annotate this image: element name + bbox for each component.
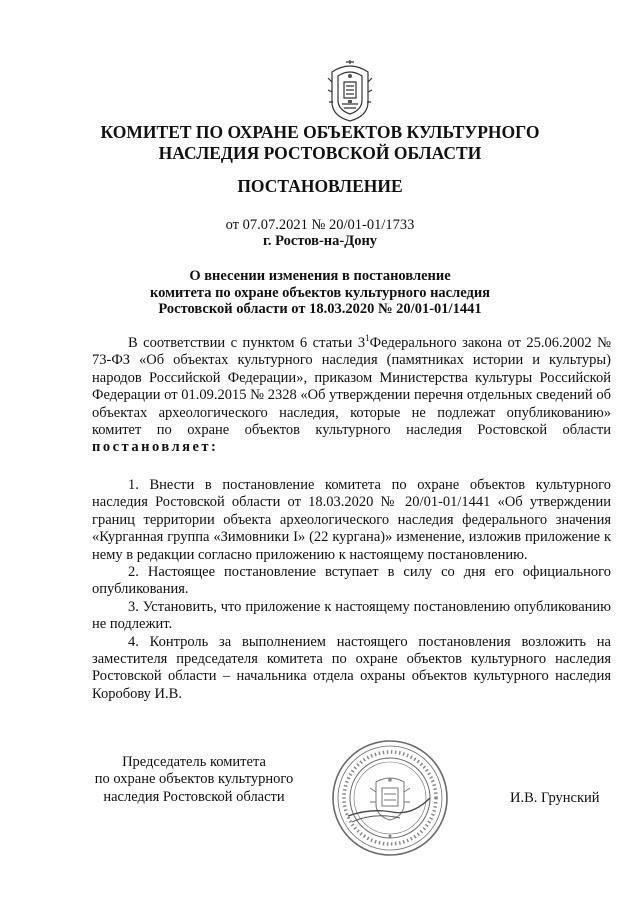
preamble [92,335,611,457]
item-2: 2. Настоящее постановление вступает в силу со дня его официального опубликования. [92,564,611,598]
document-subject [60,268,580,318]
item-4: 4. Контроль за выполнением настоящего постановления возложить на заместителя председателя комитета по охране объектов культурного наследия Ростовской области – начальника отдела охраны объектов культурного наследия Коробову И.В. [92,633,611,702]
preamble-paragraph [92,335,611,457]
city: г. Ростов-на-Дону [262,233,378,249]
item-3: 3. Установить, что приложение к настоящему постановлению опубликованию не подлежит. [92,598,611,633]
preamble-part-2: Федерального закона от 25.06.2002 № 73-ФЗ «Об объектах культурного наследия (памятниках истории и культуры) народов Российской Федерации», приказом Министерства культуры Российской Федерации от 01.09.2015 № 2328 «Об утверждении перечня отдельных сведений об объектах археологического наследия, которые не подлежат опубликованию» комитет по охране объектов культурного наследия Ростовской области [92,335,611,439]
item-1: 1. Внести в постановление комитета по охране объектов культурного наследия Ростовской области от 18.03.2020 № 20/01-01/1441 «Об утверждении границ территории объекта археологического наследия федерального значения «Курганная группа «Зимовники I» (22 кургана)» изменение, изложив приложение к нему в редакции согласно приложению к настоящему постановлению. [92,477,611,563]
org-line-2: НАСЛЕДИЯ РОСТОВСКОЙ ОБЛАСТИ [158,143,482,163]
document-type: ПОСТАНОВЛЕНИЕ [237,176,403,196]
signatory-title-line-1: Председатель комитета [122,754,266,770]
signatory-name: И.В. Грунский [510,790,600,806]
coat-of-arms-emblem [326,58,374,124]
org-line-1: КОМИТЕТ ПО ОХРАНЕ ОБЪЕКТОВ КУЛЬТУРНОГО [100,122,540,142]
subject-line-2: комитета по охране объектов культурного наследия [149,284,491,301]
organization-name [60,122,580,164]
date-number: от 07.07.2021 № 20/01-01/1733 [225,217,415,233]
subject-line-3: Ростовской области от 18.03.2020 № 20/01-01/1441 [158,301,482,317]
preamble-part-1: В соответствии с пунктом 6 статьи 3 [128,335,366,351]
subject-line-1: О внесении изменения в постановление [189,268,451,284]
resolution-items [92,477,611,703]
official-seal-stamp [330,738,450,858]
signatory-title-line-2: по охране объектов культурного [94,771,294,788]
resolves-word: постановляет: [92,439,219,456]
signatory-title [84,754,304,806]
signatory-title-line-3: наследия Ростовской области [103,788,285,805]
preamble-superscript: 1 [365,333,370,344]
